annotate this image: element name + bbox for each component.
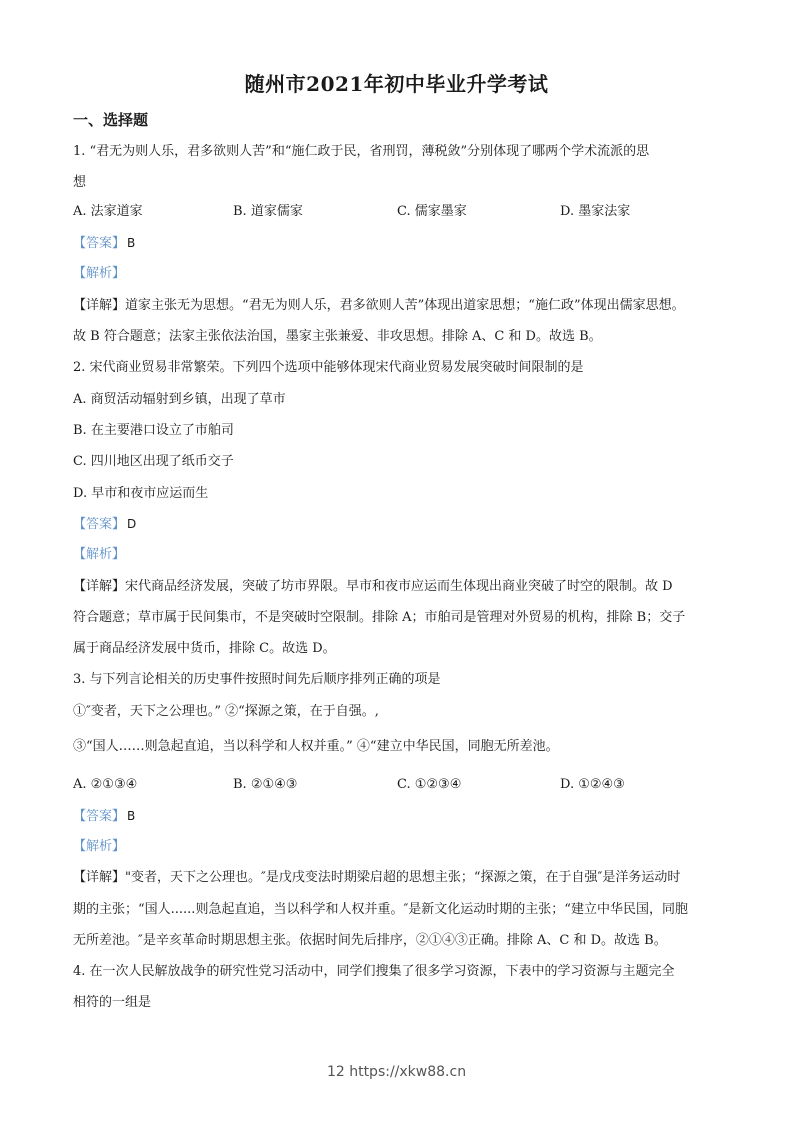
question-3-stem-line-2: ①″变者，天下之公理也。” ②“探源之策，在于自强。,: [73, 704, 379, 719]
question-2-analysis-tag: 【解析】: [73, 547, 126, 562]
question-2-option-a: A. 商贸活动辐射到乡镇，出现了草市: [73, 392, 286, 407]
question-3-option-c: C. ①②③④: [397, 777, 462, 792]
question-2-option-b: B. 在主要港口设立了市舶司: [73, 423, 234, 438]
question-1-stem-line-1: 1. “君无为则人乐，君多欲则人苦”和“施仁政于民，省刑罚，薄税敛”分别体现了哪两个学术流派的思: [73, 144, 650, 159]
question-1-option-c: C. 儒家墨家: [397, 204, 467, 219]
page-footer: 12 https://xkw88.cn: [326, 1064, 467, 1080]
question-2-option-c: C. 四川地区出现了纸币交子: [73, 454, 234, 469]
page-title: 随州市2021年初中毕业升学考试: [244, 72, 549, 96]
question-3-stem-line-1: 3. 与下列言论相关的历史事件按照时间先后顺序排列正确的项是: [73, 672, 441, 687]
question-2-detail-line-3: 属于商品经济发展中货币，排除 C。故选 D。: [73, 641, 336, 656]
question-2-option-d: D. 早市和夜市应运而生: [73, 486, 209, 501]
question-1-analysis-tag: 【解析】: [73, 266, 126, 281]
question-3-answer: [73, 807, 135, 826]
answer-value: D: [127, 517, 137, 531]
answer-tag: 【答案】: [73, 809, 126, 824]
question-4-stem-line-1: 4. 在一次人民解放战争的研究性党习活动中，同学们搜集了很多学习资源，下表中的学习资源与主题完全: [73, 964, 675, 979]
question-1-option-d: D. 墨家法家: [560, 204, 631, 219]
question-3-option-d: D. ①②④③: [560, 777, 625, 792]
answer-value: B: [127, 809, 136, 823]
question-1-detail-line-2: 故 B 符合题意；法家主张依法治国，墨家主张兼爱、非攻思想。排除 A、C 和 D。故选 B。: [73, 329, 602, 344]
question-1-stem-line-2: 想: [73, 175, 87, 190]
question-3-detail-line-3: 无所差池。″是辛亥革命时期思想主张。依据时间先后排序，②①④③正确。排除 A、C 和 D。故选 B。: [73, 933, 667, 948]
question-3-option-b: B. ②①④③: [233, 777, 298, 792]
question-1-detail-line-1: 【详解】道家主张无为思想。“君无为则人乐，君多欲则人苦”体现出道家思想；“施仁政”体现出儒家思想。: [73, 298, 685, 313]
question-3-detail-line-1: 【详解】"变者，天下之公理也。″是戊戌变法时期梁启超的思想主张；“探源之策，在于自强″是洋务运动时: [73, 870, 681, 885]
question-3-analysis-tag: 【解析】: [73, 839, 126, 854]
question-3-stem-line-3: ③“国人……则急起直追，当以科学和人权并重。” ④“建立中华民国，同胞无所差池。: [73, 739, 559, 754]
question-1-answer: [73, 234, 135, 253]
question-2-stem-line-1: 2. 宋代商业贸易非常繁荣。下列四个选项中能够体现宋代商业贸易发展突破时间限制的是: [73, 360, 584, 375]
answer-tag: 【答案】: [73, 236, 126, 251]
question-3-detail-line-2: 期的主张；“国人......则急起直追，当以科学和人权并重。″是新文化运动时期的主张；“建立中华民国，同胞: [73, 902, 688, 917]
answer-tag: 【答案】: [73, 517, 126, 532]
question-2-answer: [73, 515, 136, 534]
question-1-option-b: B. 道家儒家: [233, 204, 303, 219]
question-1-option-a: A. 法家道家: [73, 204, 143, 219]
answer-value: B: [127, 236, 136, 250]
question-2-detail-line-2: 符合题意；草市属于民间集市，不是突破时空限制。排除 A；市舶司是管理对外贸易的机构，排除 B；交子: [73, 610, 686, 625]
question-3-option-a: A. ②①③④: [73, 777, 138, 792]
section-heading: 一、选择题: [73, 111, 149, 129]
question-2-detail-line-1: 【详解】宋代商品经济发展，突破了坊市界限。早市和夜市应运而生体现出商业突破了时空的限制。故 D: [73, 579, 673, 594]
question-4-stem-line-2: 相符的一组是: [73, 995, 152, 1010]
